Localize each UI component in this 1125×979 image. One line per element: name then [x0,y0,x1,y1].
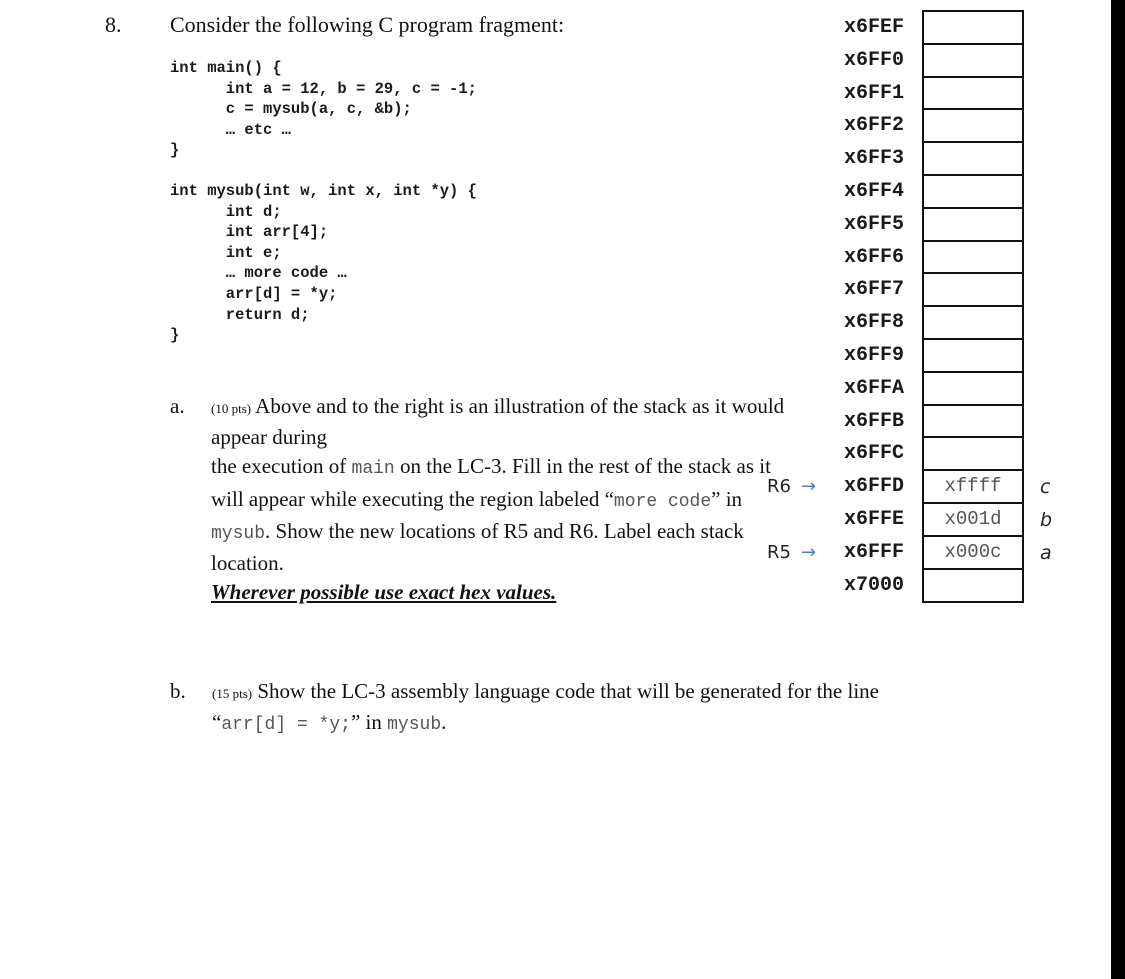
more-code-word: more code [613,491,712,512]
stack-cell[interactable] [922,305,1024,340]
stack-cell[interactable] [922,404,1024,439]
stack-cell[interactable] [922,338,1024,373]
stack-address: x6FF1 [843,81,904,105]
stack-address: x6FF0 [843,48,904,72]
mysub-word: mysub [211,523,266,544]
part-b-text: (15 pts) Show the LC-3 assembly language code that will be generated for the line “arr[d] = *y;” in mysub. [212,679,879,736]
stack-address: x6FF9 [843,344,904,367]
stack-cell[interactable] [922,10,1024,45]
question-title: Consider the following C program fragment: [170,12,565,37]
stack-address: x6FF3 [843,147,904,171]
mysub-code-block: int mysub(int w, int x, int *y) { int d; int arr[4]; int e; … more code … arr[d] = *y; return d; } [170,182,477,345]
main-word: main [351,459,395,480]
stack-address: x7000 [843,573,904,597]
stack-address: x6FFB [843,409,904,433]
part-b-mysub-word: mysub [387,715,442,736]
stack-address: x6FFC [843,442,904,466]
register-name: R5 [767,541,791,563]
stack-variable-label: a [1040,541,1052,564]
stack-cell[interactable] [922,108,1024,143]
stack-cell[interactable] [922,240,1024,275]
arrow-right-icon: → [800,476,817,498]
stack-address: x6FF2 [843,114,904,138]
stack-cell[interactable] [922,43,1024,78]
stack-cell[interactable] [922,272,1024,307]
stack-address: x6FEF [843,16,904,39]
register-pointer-r5 [767,542,816,563]
stack-address: x6FF6 [843,245,904,269]
stack-address: x6FFD [843,475,904,499]
part-b-points: (15 pts) [212,686,253,701]
stack-variable-label: b [1040,509,1053,531]
part-a-text: (10 pts) Above and to the right is an illustration of the stack as it would appear during the execution of main on the LC-3. Fill in the rest of the stack as it will appear while executing the region labeled “more code” in mysub. Show the new locations of R5 and R6. Label each stack location. Wherever possible use exact hex values. [211,394,785,605]
stack-cell[interactable]: xffff [922,469,1024,504]
stack-address: x6FF5 [843,212,904,236]
stack-variable-label: c [1040,476,1051,499]
stack-address: x6FF8 [843,311,904,335]
stack-cell[interactable] [922,76,1024,111]
part-b-label: b. [170,679,186,703]
stack-cell[interactable] [922,568,1024,603]
stack-address: x6FF4 [843,180,904,203]
part-a-label: a. [170,394,185,418]
register-name: R6 [767,476,791,498]
stack-address: x6FF7 [843,278,904,302]
stack-address: x6FFF [843,540,904,564]
part-a-emphasis: Wherever possible use exact hex values. [211,580,557,605]
stack-cell[interactable] [922,436,1024,471]
main-code-block: int main() { int a = 12, b = 29, c = -1; c = mysub(a, c, &b); … etc … } [170,59,477,160]
arrow-right-icon: → [800,541,817,563]
register-pointer-r6 [767,476,816,497]
stack-cell[interactable]: x001d [922,502,1024,537]
stack-cell[interactable] [922,207,1024,242]
stack-cell[interactable] [922,141,1024,176]
stack-address: x6FFE [843,508,904,531]
part-a-points: (10 pts) [211,401,252,416]
stack-cell[interactable] [922,174,1024,209]
stack-cell[interactable]: x000c [922,535,1024,570]
stack-cell[interactable] [922,371,1024,406]
stack-address: x6FFA [843,376,904,400]
question-number: 8. [105,12,122,37]
part-b-code-snippet: arr[d] = *y; [221,715,351,736]
